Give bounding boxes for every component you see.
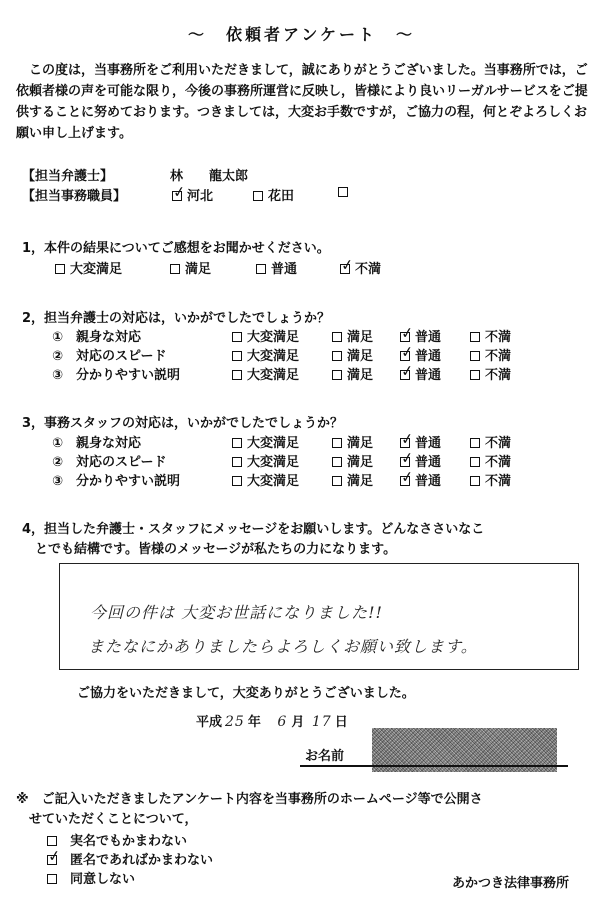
checkbox-icon[interactable] — [232, 457, 242, 467]
checkbox-icon[interactable] — [47, 836, 57, 846]
q3-row-0-option-3[interactable]: 不満 — [470, 432, 511, 451]
checkbox-icon[interactable] — [332, 457, 342, 467]
checkbox-icon[interactable] — [332, 370, 342, 380]
name-underline — [300, 765, 568, 767]
q2-row-2-option-2[interactable]: ✓ 普通 — [400, 364, 441, 383]
name-label: お名前 — [305, 749, 345, 764]
q2-row-1-option-2[interactable]: ✓ 普通 — [400, 345, 441, 364]
note-line1: ※ ご記入いただきましたアンケート内容を当事務所のホームページ等で公開さ — [16, 792, 483, 807]
q2-row-0-option-2[interactable]: ✓ 普通 — [400, 326, 441, 345]
q2-row-1-option-3[interactable]: 不満 — [470, 345, 511, 364]
checkbox-icon[interactable] — [470, 476, 480, 486]
intro-text: この度は，当事務所をご利用いただきまして，誠にありがとうございました。当事務所では，ご依頼者様の声を可能な限り，今後の事務所運営に反映し，皆様により良いリーガルサービスをご提供することに努めております。つきましては，大変お手数ですが，ご協力の程，何とぞよろしくお願い申し上げます。 — [16, 63, 588, 141]
checkbox-icon[interactable] — [332, 438, 342, 448]
q2-row-0-option-3[interactable]: 不満 — [470, 326, 511, 345]
q3-row-1-option-2[interactable]: ✓ 普通 — [400, 451, 441, 470]
checkbox-icon[interactable] — [470, 351, 480, 361]
staff-option-0[interactable]: ✓ 河北 — [172, 185, 213, 204]
lawyer-label: 【担当弁護士】 — [22, 169, 114, 184]
checkbox-icon[interactable] — [55, 264, 65, 274]
checkbox-icon[interactable] — [232, 476, 242, 486]
consent-option-2[interactable]: 同意しない — [47, 868, 135, 887]
checkbox-icon[interactable] — [338, 187, 348, 197]
checkbox-icon[interactable] — [400, 332, 410, 342]
q2-row-1-option-1[interactable]: 満足 — [332, 345, 373, 364]
q2-row-label: ② 対応のスピード — [52, 349, 167, 364]
checkbox-icon[interactable] — [400, 438, 410, 448]
checkbox-icon[interactable] — [232, 351, 242, 361]
q2-row-2-option-0[interactable]: 大変満足 — [232, 364, 299, 383]
checkbox-icon[interactable] — [232, 370, 242, 380]
consent-option-0[interactable]: 実名でもかまわない — [47, 830, 187, 849]
staff-option-1[interactable]: 花田 — [253, 185, 294, 204]
q3-row-0-option-1[interactable]: 満足 — [332, 432, 373, 451]
q3-row-label: ② 対応のスピード — [52, 455, 167, 470]
q2-text: 2，担当弁護士の対応は，いかがでしたでしょうか？ — [22, 311, 331, 326]
q4-text-line1: 4，担当した弁護士・スタッフにメッセージをお願いします。どんなささいなこ — [22, 522, 485, 537]
q3-row-2-option-3[interactable]: 不満 — [470, 470, 511, 489]
q3-row-0-option-2[interactable]: ✓ 普通 — [400, 432, 441, 451]
checkbox-icon[interactable] — [172, 191, 182, 201]
note-line2: せていただくことについて， — [16, 812, 198, 827]
q3-row-label: ③ 分かりやすい説明 — [52, 474, 181, 489]
q3-row-2-option-2[interactable]: ✓ 普通 — [400, 470, 441, 489]
message-line2: またなにかありましたらよろしくお願い致します。 — [88, 637, 478, 656]
message-line1: 今回の件は 大変お世話になりました!! — [90, 603, 383, 622]
q2-row-1-option-0[interactable]: 大変満足 — [232, 345, 299, 364]
q2-row-label: ③ 分かりやすい説明 — [52, 368, 181, 383]
checkbox-icon[interactable] — [470, 457, 480, 467]
q1-option-3[interactable]: ✓ 不満 — [340, 258, 381, 277]
checkbox-icon[interactable] — [232, 332, 242, 342]
checkbox-icon[interactable] — [47, 874, 57, 884]
checkbox-icon[interactable] — [400, 476, 410, 486]
consent-option-1[interactable]: ✓匿名であればかまわない — [47, 849, 213, 868]
q2-row-2-option-3[interactable]: 不満 — [470, 364, 511, 383]
checkbox-icon[interactable] — [170, 264, 180, 274]
q3-row-label: ① 親身な対応 — [52, 436, 142, 451]
checkbox-icon[interactable] — [332, 476, 342, 486]
checkbox-icon[interactable] — [232, 438, 242, 448]
checkbox-icon[interactable] — [47, 855, 57, 865]
q3-row-1-option-3[interactable]: 不満 — [470, 451, 511, 470]
q4-text-line2: とでも結構です。皆様のメッセージが私たちの力になります。 — [22, 542, 397, 557]
q2-row-label: ① 親身な対応 — [52, 330, 142, 345]
staff-label: 【担当事務職員】 — [22, 189, 127, 204]
firm-name: あかつき法律事務所 — [452, 876, 570, 891]
q3-row-0-option-0[interactable]: 大変満足 — [232, 432, 299, 451]
message-box[interactable] — [59, 563, 579, 670]
date-field[interactable]: 平成 25 年 6 月 17 日 — [196, 714, 348, 730]
checkbox-icon[interactable] — [256, 264, 266, 274]
q2-row-2-option-1[interactable]: 満足 — [332, 364, 373, 383]
q3-row-2-option-0[interactable]: 大変満足 — [232, 470, 299, 489]
checkbox-icon[interactable] — [470, 332, 480, 342]
checkbox-icon[interactable] — [470, 370, 480, 380]
checkbox-icon[interactable] — [332, 332, 342, 342]
q3-row-2-option-1[interactable]: 満足 — [332, 470, 373, 489]
page-title: ～ 依頼者アンケート ～ — [188, 25, 416, 44]
staff-option-2[interactable] — [338, 185, 353, 200]
checkbox-icon[interactable] — [400, 370, 410, 380]
checkbox-icon[interactable] — [400, 457, 410, 467]
q3-text: 3，事務スタッフの対応は，いかがでしたでしょうか？ — [22, 416, 344, 431]
checkbox-icon[interactable] — [340, 264, 350, 274]
checkbox-icon[interactable] — [400, 351, 410, 361]
thanks-text: ご協力をいただきまして，大変ありがとうございました。 — [77, 686, 415, 701]
q1-option-0[interactable]: 大変満足 — [55, 258, 122, 277]
checkbox-icon[interactable] — [332, 351, 342, 361]
q2-row-0-option-0[interactable]: 大変満足 — [232, 326, 299, 345]
checkbox-icon[interactable] — [253, 191, 263, 201]
q1-option-1[interactable]: 満足 — [170, 258, 211, 277]
checkbox-icon[interactable] — [470, 438, 480, 448]
q1-text: 1，本件の結果についてご感想をお聞かせください。 — [22, 241, 330, 256]
q3-row-1-option-1[interactable]: 満足 — [332, 451, 373, 470]
q1-option-2[interactable]: 普通 — [256, 258, 297, 277]
q3-row-1-option-0[interactable]: 大変満足 — [232, 451, 299, 470]
q2-row-0-option-1[interactable]: 満足 — [332, 326, 373, 345]
lawyer-name: 林 龍太郎 — [170, 169, 249, 184]
